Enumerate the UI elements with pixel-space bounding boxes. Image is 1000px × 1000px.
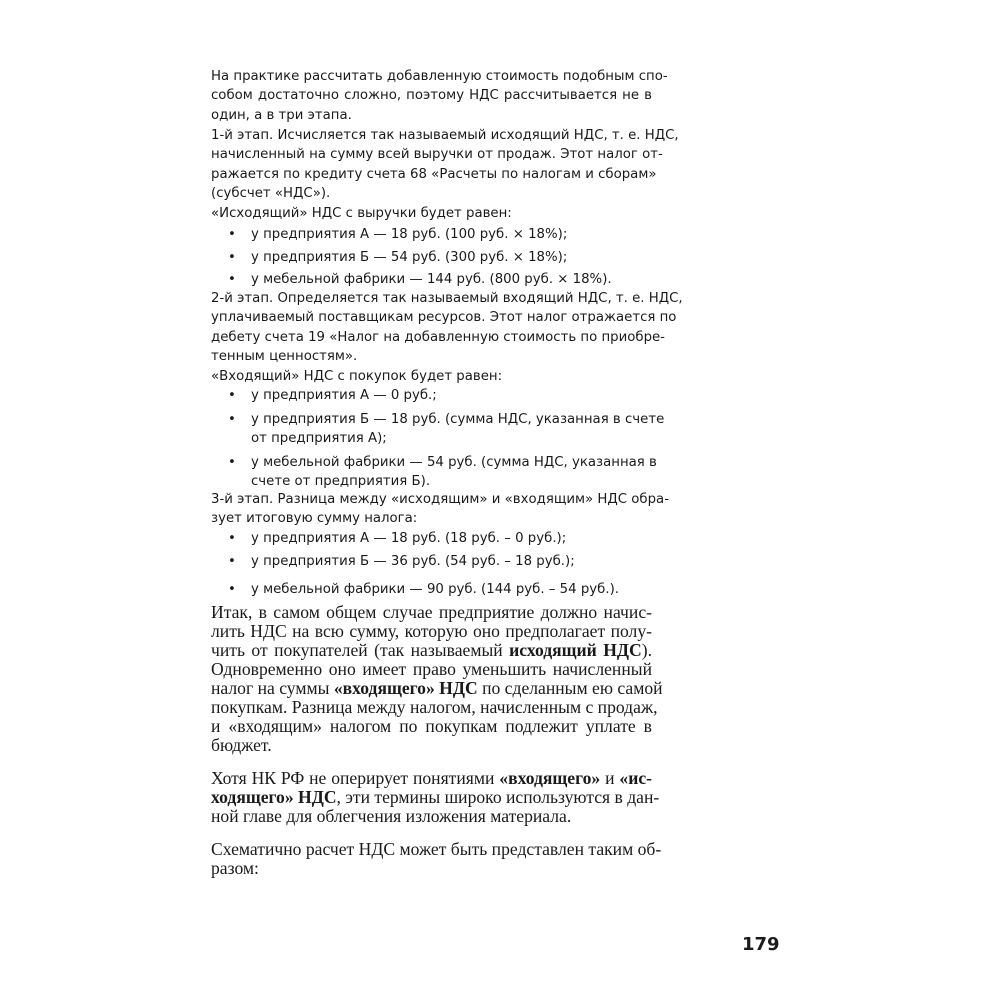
text-line: лить НДС на всю сумму, которую оно предполагает полу-: [211, 621, 652, 641]
text-line: дебету счета 19 «Налог на добавленную стоимость по приобре-: [211, 329, 665, 345]
list-item-text: у предприятия А — 18 руб. (100 руб. × 18%);: [251, 227, 568, 243]
text-line: Схематично расчет НДС может быть представлен таким об-: [211, 839, 662, 859]
stage-1-paragraph: [211, 126, 679, 204]
text-line: покупкам. Разница между налогом, начисленным с продаж,: [211, 697, 658, 717]
list-item: [211, 552, 652, 571]
list-item-text: у предприятия А — 18 руб. (18 руб. – 0 руб.);: [251, 530, 567, 546]
incoming-vat-list: [211, 367, 665, 491]
list-item-text: у мебельной фабрики — 54 руб. (сумма НДС, указанная в: [251, 454, 657, 470]
bullet-icon: •: [228, 581, 236, 597]
text-line: разом:: [211, 858, 259, 878]
list-item-text: у предприятия Б — 36 руб. (54 руб. – 18 руб.);: [251, 554, 575, 570]
bullet-icon: •: [228, 388, 236, 404]
text-line: один, а в три этапа.: [211, 107, 352, 123]
text-line: (субсчет «НДС»).: [211, 186, 331, 202]
text-line: и «входящим» налогом по покупкам подлежит уплате в: [211, 716, 652, 736]
text-line: Хотя НК РФ не оперирует понятиями «входящего» и «ис-: [211, 768, 652, 788]
outgoing-vat-list: [211, 204, 652, 290]
text-line: 3-й этап. Разница между «исходящим» и «входящим» НДС обра-: [211, 492, 670, 507]
bold-term: «входящего»: [499, 768, 601, 788]
list-item: [211, 410, 665, 449]
stage-3-paragraph: [211, 490, 670, 599]
list-item: [211, 453, 657, 492]
text-line: Одновременно оно имеет право уменьшить начисленный: [211, 659, 652, 679]
list-item-text: у предприятия А — 0 руб.;: [251, 388, 437, 404]
list-item-text: счете от предприятия Б).: [251, 474, 431, 490]
list-item-text: у предприятия Б — 18 руб. (сумма НДС, указанная в счете: [251, 411, 665, 427]
text-line: Итак, в самом общем случае предприятие должно начис-: [211, 602, 652, 622]
scheme-paragraph: [211, 839, 662, 878]
list-item: [211, 225, 652, 244]
text-line: 1-й этап. Исчисляется так называемый исходящий НДС, т. е. НДС,: [211, 128, 679, 143]
list-item: [211, 270, 652, 289]
terminology-paragraph: [211, 768, 660, 826]
bullet-icon: •: [228, 272, 236, 288]
intro-paragraph: [211, 67, 668, 125]
page-number: 179: [742, 934, 780, 955]
text-line: 2-й этап. Определяется так называемый входящий НДС, т. е. НДС,: [211, 291, 683, 306]
text-line: налог на суммы «входящего» НДС по сделанным ею самой: [211, 678, 663, 698]
list-item: [211, 248, 652, 267]
list-item-text: у мебельной фабрики — 144 руб. (800 руб. × 18%).: [251, 272, 612, 288]
text-line: бюджет.: [211, 735, 272, 755]
bold-term: «ис-: [619, 768, 652, 788]
text-line: собом достаточно сложно, поэтому НДС рассчитывается не в: [211, 88, 652, 104]
list-intro: «Входящий» НДС с покупок будет равен:: [211, 369, 503, 384]
text-line: уплачиваемый поставщикам ресурсов. Этот налог отражается по: [211, 310, 677, 326]
text-line: чить от покупателей (так называемый исходящий НДС).: [211, 640, 652, 660]
list-item-text: у мебельной фабрики — 90 руб. (144 руб. – 54 руб.).: [251, 581, 619, 597]
stage-2-paragraph: [211, 289, 683, 367]
text-line: На практике рассчитать добавленную стоимость подобным спо-: [211, 69, 668, 84]
bullet-icon: •: [228, 554, 236, 570]
text-line: зует итоговую сумму налога:: [211, 511, 418, 527]
list-item: [211, 386, 652, 405]
text-line: тенным ценностям».: [211, 349, 358, 365]
text-line: ходящего» НДС, эти термины широко используются в дан-: [211, 787, 660, 807]
bullet-icon: •: [228, 530, 236, 546]
bullet-icon: •: [228, 227, 236, 243]
bold-term: исходящий НДС: [509, 640, 642, 660]
list-item-text: у предприятия Б — 54 руб. (300 руб. × 18%);: [251, 249, 568, 265]
list-item-text: от предприятия А);: [251, 431, 387, 447]
bullet-icon: •: [228, 249, 236, 265]
summary-paragraph: [211, 602, 663, 755]
text-line: ражается по кредиту счета 68 «Расчеты по налогам и сборам»: [211, 166, 657, 182]
bold-term: ходящего» НДС: [211, 787, 337, 807]
list-intro: «Исходящий» НДС с выручки будет равен:: [211, 206, 512, 221]
list-item: [211, 529, 652, 548]
bullet-icon: •: [228, 411, 236, 427]
text-line: ной главе для облегчения изложения материала.: [211, 806, 572, 826]
text-line: начисленный на сумму всей выручки от продаж. Этот налог от-: [211, 147, 663, 163]
bold-term: «входящего» НДС: [333, 678, 478, 698]
bullet-icon: •: [228, 454, 236, 470]
list-item: [211, 580, 652, 599]
